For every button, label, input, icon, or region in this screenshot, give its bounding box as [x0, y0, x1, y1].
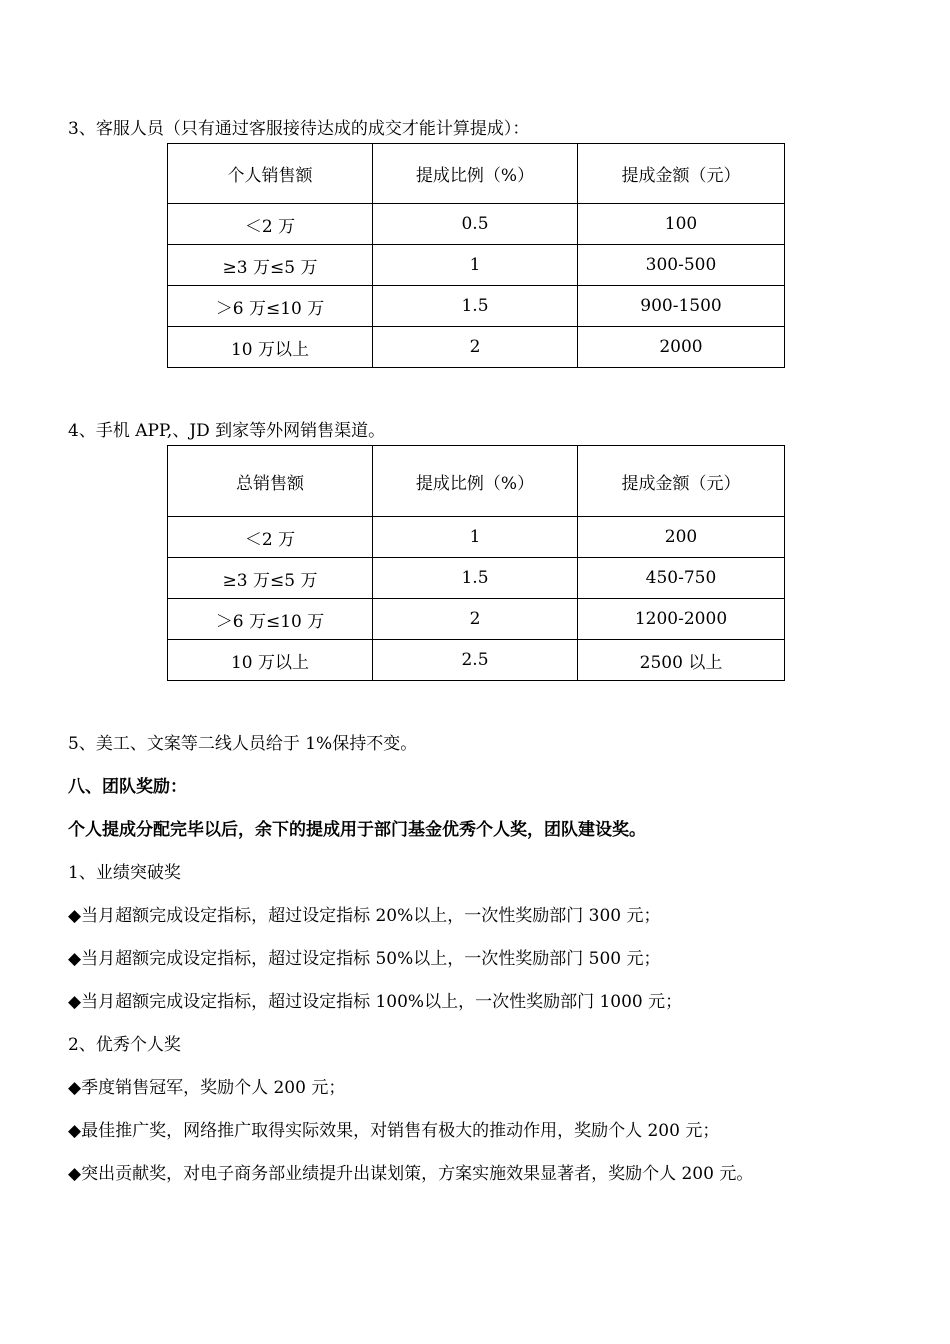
table-row — [168, 558, 785, 599]
table-cell: 1200-2000 — [578, 599, 785, 640]
section-5-text: 5、美工、文案等二线人员给于 1%保持不变。 — [68, 734, 418, 754]
table-row — [168, 286, 785, 327]
performance-award-title: 1、业绩突破奖 — [68, 863, 181, 883]
list-item: ◆最佳推广奖，网络推广取得实际效果，对销售有极大的推动作用，奖励个人 200 元； — [68, 1121, 720, 1141]
table-cell: 200 — [578, 517, 785, 558]
table-cell: 1 — [373, 517, 578, 558]
table-cell: 100 — [578, 204, 785, 245]
column-header: 提成比例（%） — [373, 144, 578, 204]
table-row — [168, 599, 785, 640]
table-cell: 450-750 — [578, 558, 785, 599]
table-row — [168, 245, 785, 286]
table-cell: 300-500 — [578, 245, 785, 286]
section-3-heading: 3、客服人员（只有通过客服接待达成的成交才能计算提成）： — [68, 119, 530, 139]
table-cell: ＞6 万≤10 万 — [168, 286, 373, 327]
table-row — [168, 327, 785, 368]
table-cell: 2000 — [578, 327, 785, 368]
table-row — [168, 517, 785, 558]
table-cell: 1 — [373, 245, 578, 286]
table-cell: 0.5 — [373, 204, 578, 245]
table-cell: 10 万以上 — [168, 327, 373, 368]
table-cell: 1.5 — [373, 286, 578, 327]
table-cell: 2.5 — [373, 640, 578, 681]
table-cell: 2 — [373, 599, 578, 640]
list-item: ◆突出贡献奖，对电子商务部业绩提升出谋划策，方案实施效果显著者，奖励个人 200 元。 — [68, 1164, 754, 1184]
column-header: 提成金额（元） — [578, 446, 785, 517]
table-cell: 2500 以上 — [578, 640, 785, 681]
table-cell: 10 万以上 — [168, 640, 373, 681]
table-cell: ＜2 万 — [168, 204, 373, 245]
table-cell: ≥3 万≤5 万 — [168, 245, 373, 286]
customer-service-commission-table — [167, 143, 785, 368]
column-header: 个人销售额 — [168, 144, 373, 204]
table-cell: 900-1500 — [578, 286, 785, 327]
list-item: ◆当月超额完成设定指标，超过设定指标 20%以上，一次性奖励部门 300 元； — [68, 906, 661, 926]
list-item: ◆当月超额完成设定指标，超过设定指标 100%以上，一次性奖励部门 1000 元； — [68, 992, 683, 1012]
table-cell: 2 — [373, 327, 578, 368]
column-header: 总销售额 — [168, 446, 373, 517]
section-4-heading: 4、手机 APP,、JD 到家等外网销售渠道。 — [68, 421, 386, 441]
table-row — [168, 204, 785, 245]
table-row — [168, 640, 785, 681]
table-cell: ≥3 万≤5 万 — [168, 558, 373, 599]
section-8-heading: 八、团队奖励： — [68, 777, 187, 797]
table-header-row — [168, 446, 785, 517]
section-8-intro: 个人提成分配完毕以后，余下的提成用于部门基金优秀个人奖，团队建设奖。 — [68, 820, 646, 840]
list-item: ◆当月超额完成设定指标，超过设定指标 50%以上，一次性奖励部门 500 元； — [68, 949, 661, 969]
column-header: 提成金额（元） — [578, 144, 785, 204]
table-cell: ＜2 万 — [168, 517, 373, 558]
list-item: ◆季度销售冠军，奖励个人 200 元； — [68, 1078, 346, 1098]
column-header: 提成比例（%） — [373, 446, 578, 517]
table-cell: ＞6 万≤10 万 — [168, 599, 373, 640]
table-cell: 1.5 — [373, 558, 578, 599]
individual-award-title: 2、优秀个人奖 — [68, 1035, 181, 1055]
online-channel-commission-table — [167, 445, 785, 681]
table-header-row — [168, 144, 785, 204]
